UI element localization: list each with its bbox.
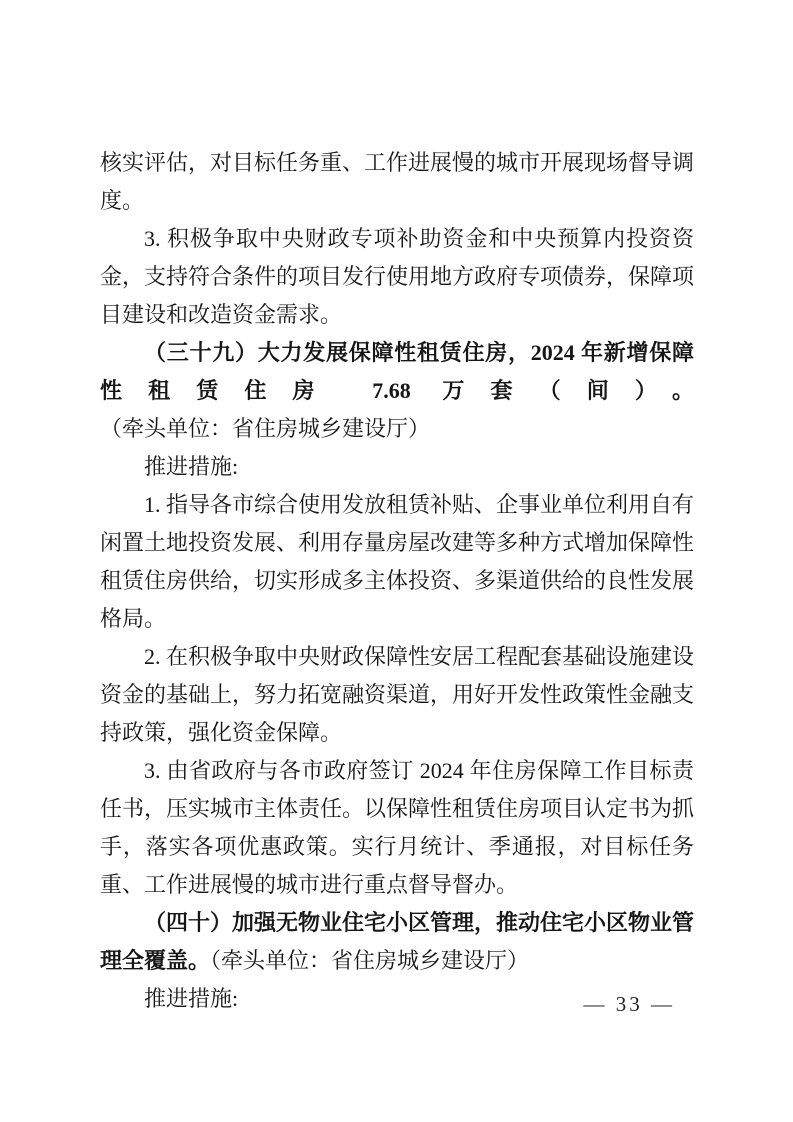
section-heading-40-title: （四十）加强无物业住宅小区管理，推动住宅小区物业管理全覆盖。 xyxy=(100,910,695,973)
section-heading-39 xyxy=(100,334,694,448)
paragraph-measure-3b: 3. 由省政府与各市政府签订 2024 年住房保障工作目标责任书，压实城市主体责任。以保障性租赁住房项目认定书为抓手，落实各项优惠政策。实行月统计、季通报，对目标任务重、工作进展慢的城市进行重点督导督办。 xyxy=(100,758,695,897)
measures-label: 推进措施: xyxy=(144,454,239,479)
section-heading-40 xyxy=(100,904,694,980)
paragraph-measure-1: 1. 指导各市综合使用发放租赁补贴、企事业单位利用自有闲置土地投资发展、利用存量房屋改建等多种方式增加保障性租赁住房供给，切实形成多主体投资、多渠道供给的良性发展格局。 xyxy=(100,492,695,631)
paragraph-measure-3: 3. 积极争取中央财政专项补助资金和中央预算内投资资金，支持符合条件的项目发行使用地方政府专项债券，保障项目建设和改造资金需求。 xyxy=(100,226,695,327)
page-number: — 33 — xyxy=(583,992,675,1016)
paragraph-measure-2: 2. 在积极争取中央财政保障性安居工程配套基础设施建设资金的基础上，努力拓宽融资渠道，用好开发性政策性金融支持政策，强化资金保障。 xyxy=(100,644,695,745)
section-heading-39-title: （三十九）大力发展保障性租赁住房，2024 年新增保障性租赁住房 7.68 万套（间）。 xyxy=(100,340,694,403)
paragraph-continuation: 核实评估，对目标任务重、工作进展慢的城市开展现场督导调度。 xyxy=(100,150,695,213)
section-heading-39-lead-unit: （牵头单位：省住房城乡建设厅） xyxy=(100,416,431,441)
document-body xyxy=(100,144,694,1018)
measures-label: 推进措施: xyxy=(144,986,239,1011)
section-heading-40-lead-unit: （牵头单位：省住房城乡建设厅） xyxy=(210,948,530,973)
